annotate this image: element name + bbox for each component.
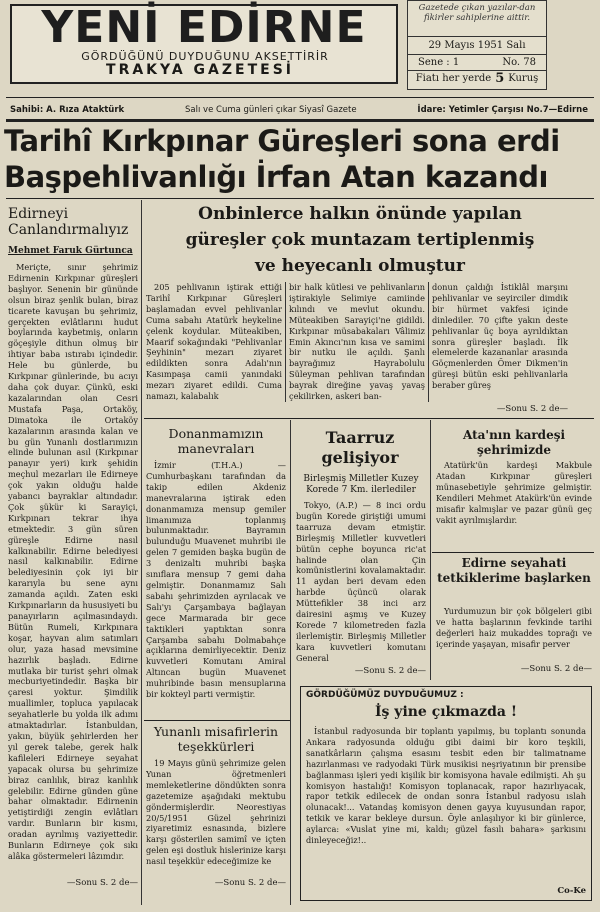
divider: [407, 70, 547, 71]
left-article-author: Mehmet Faruk Gürtunca: [8, 246, 133, 256]
ata-sister-text: Atatürk'ün kardeşi Makbule Atadan Kırkpınar güreşleri münasebetiyle şehrimize gelmiştir. Kendileri Mehmet Atakürk'ün evinde misafir kalmışlar ve pazar günü geç vakit ayrılmışlardır.: [436, 460, 592, 525]
rule: [6, 97, 594, 98]
edirne-trip-body: [436, 606, 592, 662]
newspaper-motto: GÖRDÜĞÜNÜ DUYDUĞUNU AKSETTİRİR: [81, 50, 329, 63]
left-article-body: [8, 262, 138, 876]
main-article-col1: [146, 282, 282, 406]
greek-guests-text: 19 Mayıs günü şehrimize gelen Yunan öğretmenleri memleketlerine döndükten sonra gazetemize aşağıdaki mektubu göndermişlerdir. Neorestiyas 20/5/1951 Güzel şehrinizi ziyaretimiz esnasında, bizlere karşı gösterilen samimî ve içten gelen eşi dostluk hislerinize karşı nasıl teşekkür edeceğimize ke: [146, 758, 286, 867]
issue-numbers: [410, 57, 544, 68]
offensive-article-continued: —Sonu S. 2 de—: [354, 666, 426, 676]
issue-number: No. 78: [502, 57, 536, 68]
main-headline-1: Tarihî Kırkpınar Güreşleri sona erdi: [4, 124, 560, 158]
main-article-text-1: 205 pehlivanın iştirak ettiği Tarihî Kırkpınar Güreşleri başlamadan evvel pehlivanlar Cuma sabahı Atatürk heykeline çelenk koydular. Müteakiben, Maarif sokağındaki "Pehlivanlar Şeyhinin" mezarı ziyaret edildikten sonra Adalı'nın Kasımpaşa camii yanındaki mezarı ziyaret edildi. Cuma namazı, kalabalık: [146, 282, 282, 402]
rule: [6, 119, 594, 122]
offensive-article-lede: Birleşmiş Milletler Kuzey Korede 7 Km. ilerlediler: [303, 474, 419, 495]
column-box-signature: Co-Ke: [557, 886, 586, 896]
column-rule: [290, 420, 291, 905]
price-row: [410, 73, 544, 84]
edirne-trip-title: Edirne seyahati tetkiklerime başlarken: [437, 556, 591, 585]
price-label: Fiatı her yerde: [415, 73, 492, 84]
main-article-col2: [289, 282, 425, 406]
publication-info-line: [10, 105, 588, 115]
greek-guests-title: Yunanlı misafirlerin teşekkürleri: [153, 724, 279, 754]
main-article-continued: —Sonu S. 2 de—: [496, 404, 568, 414]
edirne-trip-text: Yurdumuzun bir çok bölgeleri gibi ve hatta başlarının fevkinde tarihi değerleri haiz mukaddes toprağı ve içerinde yaşayan, misafir perver: [436, 606, 592, 649]
main-article-text-2: bir halk kütlesi ve pehlivanların iştirakiyle Selimiye camiinde kılındı ve mevlut okundu. Müteakiben Sarayiçi'ne gidildi. Kırkpınar müsabakaları Vâlimiz Emin Akıncı'nın kısa ve samimi bir nutku ile açıldı. Şanlı bayrağımız Hayrabolulu Süleyman pehlivan tarafından bayrak direğine yavaş yavaş çekilirken, askeri ban-: [289, 282, 425, 402]
subheadline-1: Onbinlerce halkın önünde yapılan: [198, 204, 522, 224]
price-value: 5: [495, 71, 505, 86]
column-box-text: İstanbul radyosunda bir toplantı yapılmış, bu toplantı sonunda Ankara radyosunda olduğu gibi daimi bir koro teşkili, sanatkârların çalışma esasını tesbit eden bir talimatname hazırlanması ve radyodaki Türk musikisi neşriyatının bir prensibe bağlanması işleri yedi kişilik bir komisyona havale edilmişti. Ah şu komisyon hastalığı! Komisyon toplanacak, rapor hazırlıyacak, rapor tetkik edilecek de ondan sonra İstanbul radyosu ıslah olunacak!... Vatandaş komisyon denen gayya kuyusundan rapor, tetkik ve karar bekleye dursun. Öyle anlaşılıyor ki bir günlerce, aylarca: «Vuslat yine mi, kaldı; güzel fasılı bahara» şarkısını dinleyeceğiz!..: [306, 726, 586, 846]
office-text: İdare: Yetimler Çarşısı No.7—Edirne: [417, 105, 588, 115]
price-unit: Kuruş: [508, 73, 539, 84]
navy-article-body: [146, 460, 286, 718]
main-headline-2: Başpehlivanlığı İrfan Atan kazandı: [4, 160, 548, 194]
main-article-col3: [432, 282, 568, 406]
greek-guests-body: [146, 758, 286, 876]
column-box-body: [306, 726, 586, 884]
column-box-title: İş yine çıkmazda !: [375, 704, 517, 720]
ata-sister-title: Ata'nın kardeşi şehrimizde: [462, 428, 566, 457]
left-article-text: Meriçte, sınır şehrimiz Edirnenin Kırkpınar güreşleri başlıyor. Senenin bir gününde olsun biraz şenlik bulan, biraz ticarete kavuşan bu şehrimiz, gerçekten evlâtlarını hudut boylarında kaybetmiş, onların göçeşiyle dithun olmuş bir ihtiyar baba ıstırabı içindedir. Hele bu günlerde, bu Kırkpınar günlerinde, bu acıyı daha çok duyar. Çünkü, eski kazalarından olan Cesri Mustafa Paşa, Ortaköy, Dimatoka ile Ortaköy kazalarının arasında kalan ve bu gün Yunanlı dostlarımızın elinde bulunan asıl (Kırkpınar panayır yeri) kırk şehidin meçhul mezarları ile Edirneye çok yakın olduğu halde yabancı bayraklar altındadır. Çok şükür ki Sarayiçi, Kırkpınarı tekrar ihya etmektedir. 3 gün süren güreşle Edirne nasıl kalkınabilir. Edirne belediyesi nasıl kalkınabilir. Edirne belediyesinin çok iyi bir kararıyla bu sene aynı zamanda açıldı. Zaten eski Kırkpınarların da hususiyeti bu panayırların açılmasındaydı. Bütün Rumeli, Kırkpınara koşar, hayvan alım satımları olur, yaza hasad mevsimine hazırlık başladı. Edirne mutlaka bir turist şehri olmak mecburiyetindedir. Başka bir çaresi yoktur. Şimdilik muallimler, topluca yapılacak seyahatlerle bu yolda ilk adımı atmaktadırlar. İstanbuldan, yakın, büyük şehirlerden her yıl gerek talebe, gerek halk kafileleri Edirneye seyahat yapacak olursa bu şehrimize biraz canlılık, biraz kanlılık gelebilir. Edirne günden güne bahar olmaktadır. Edirnenin yetiştirdiği zengin evlâtları vardır. Bunların bir kısmı, oradan ayrılmış vaziyettedir. Bunların Edirneye çok sıkı alâka göstermeleri lâzımdır.: [8, 262, 138, 861]
column-rule: [285, 282, 286, 402]
subheadline-2: güreşler çok muntazam tertiplenmiş: [185, 230, 535, 250]
edirne-trip-continued: —Sonu S. 2 de—: [520, 664, 592, 674]
column-box-label: GÖRDÜĞÜMÜZ DUYDUĞUMUZ :: [306, 690, 464, 700]
newspaper-subtitle: TRAKYA GAZETESİ: [106, 62, 294, 78]
navy-article-title: Donanmamızın manevraları: [168, 426, 264, 456]
offensive-article-text: Tokyo, (A.P.) — 8 inci ordu bugün Korede giriştiği umumi taarruza devam etmiştir. Birleşmiş Milletler kuvvetleri bütün cephe boyunca ric'at halinde olan Çin komünistlerini kovalamaktadır. 11 aydan beri devam eden harbde üçüncü olarak Müttefikler 38 inci arz dairesini aşmış ve Kuzey Korede 7 kilometreden fazla ilerlemiştir. Birleşmiş Milletler kara kuvvetleri komutanı General: [296, 500, 426, 663]
offensive-article-body: [296, 500, 426, 664]
schedule-text: Salı ve Cuma günleri çıkar Siyasî Gazete: [185, 105, 357, 115]
main-article-text-3: donun çaldığı İstiklâl marşını pehlivanlar ve seyirciler dimdik bir hürmet vakfesi içinde dinlediler. 70 çifte yakın deste pehlivanlar üç boya ayrıldıktan sonra güreşler başladı. İlk elemelerde kazananlar arasında Göçmenlerden Ömer Dikmen'in güreşi bütün eski pehlivanlarla beraber güreş: [432, 282, 568, 391]
owner-text: Sahibi: A. Rıza Ataktürk: [10, 105, 125, 115]
rule: [6, 198, 594, 199]
navy-article-text: İzmir (T.H.A.) — Cumhurbaşkanı tarafından da takip edilen Akdeniz manevralarına iştirak eden donanmamıza mensup gemiler limanımıza toplanmış bulunmaktadır. Bayramın bulunduğu Muavenet muhribi ile gelen 7 gemiden başka bugün de 3 denizaltı muhribi başka sınıflara mensup 7 gemi daha gelmiştir. Donanmamız Salı sabahı şehrimizden ayrılacak ve Salı'yı Çarşambaya bağlayan gece Marmarada bir gece taktikleri yaptıktan sonra Çarşamba sabahı Dolmabahçe açıklarına demirliyecektir. Deniz kuvvetleri Komutanı Amiral Altıncan bugün Muavenet muhribinde basın mensuplarına bir kokteyl parti vermiştir.: [146, 460, 286, 700]
subheadline-3: ve heyecanlı olmuştur: [255, 256, 465, 276]
issue-date: 29 Mayıs 1951 Salı: [428, 40, 526, 51]
greek-guests-continued: —Sonu S. 2 de—: [214, 878, 286, 888]
divider: [407, 54, 547, 55]
year-label: Sene : 1: [418, 57, 460, 68]
column-rule: [430, 420, 431, 680]
ata-sister-body: [436, 460, 592, 550]
left-article-title: Edirneyi Canlandırmalıyız: [8, 206, 129, 238]
divider: [407, 36, 547, 37]
newspaper-title: YENİ EDİRNE: [41, 2, 367, 53]
column-rule: [141, 200, 142, 905]
rule: [144, 720, 290, 721]
rule: [432, 552, 594, 553]
offensive-article-title: Taarruz gelişiyor: [321, 428, 399, 467]
left-article-continued: —Sonu S. 2 de—: [66, 878, 138, 888]
rule: [144, 418, 594, 419]
editorial-note: Gazetede çıkan yazılar-dan fikirler sahiplerine aittir.: [418, 3, 536, 23]
column-rule: [428, 282, 429, 402]
